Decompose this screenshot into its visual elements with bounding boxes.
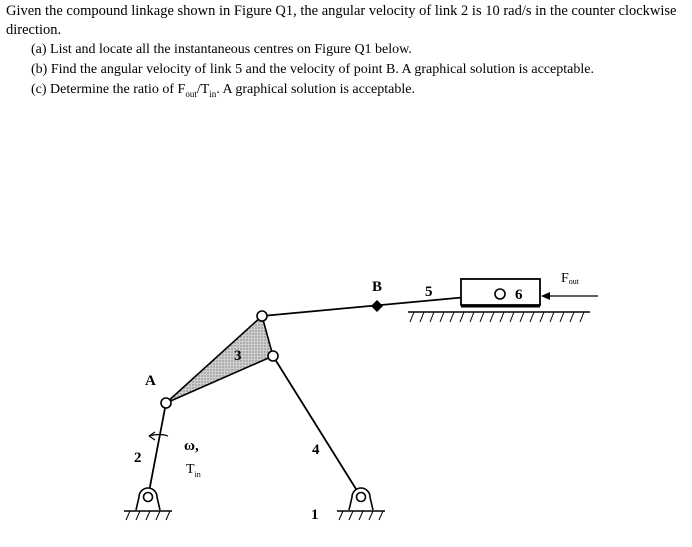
fout-arrowhead [541,292,550,300]
link-3-triangle [166,316,273,403]
joint-A [161,398,171,408]
part-b: (b) Find the angular velocity of link 5 and the velocity of point B. A graphical solution is acceptable. [31,62,594,77]
label-link-4: 4 [312,442,320,458]
link-4 [273,356,361,497]
label-link-5: 5 [425,284,433,300]
slider-ground [408,306,590,322]
label-torque: $T_{in}$ [186,462,201,479]
label-link-6: 6 [515,287,523,303]
point-B-marker [371,300,383,312]
omega-arrowhead [149,432,155,440]
label-force-out: Fout [561,271,580,286]
ground-pivot-right [337,488,385,520]
joint-slider [495,289,505,299]
label-omega: ω, [184,438,199,454]
label-A: A [145,373,156,389]
part-a: (a) List and locate all the instantaneous centres on Figure Q1 below. [31,42,412,57]
label-link-2: 2 [134,450,142,466]
joint-3-right [268,351,278,361]
label-link-1: 1 [311,507,319,523]
label-link-3: 3 [234,348,242,364]
joint-3-top [257,311,267,321]
ground-pivot-left [124,488,172,520]
part-c: (c) Determine the ratio of $F_{out}/T_{in}$. A graphical solution is acceptable. [31,82,415,99]
question-intro: Given the compound linkage shown in Figure Q1, the angular velocity of link 2 is 10 rad/s in the counter clockwise direction. [6,3,677,38]
link-2 [148,403,166,497]
label-B: B [372,279,383,295]
